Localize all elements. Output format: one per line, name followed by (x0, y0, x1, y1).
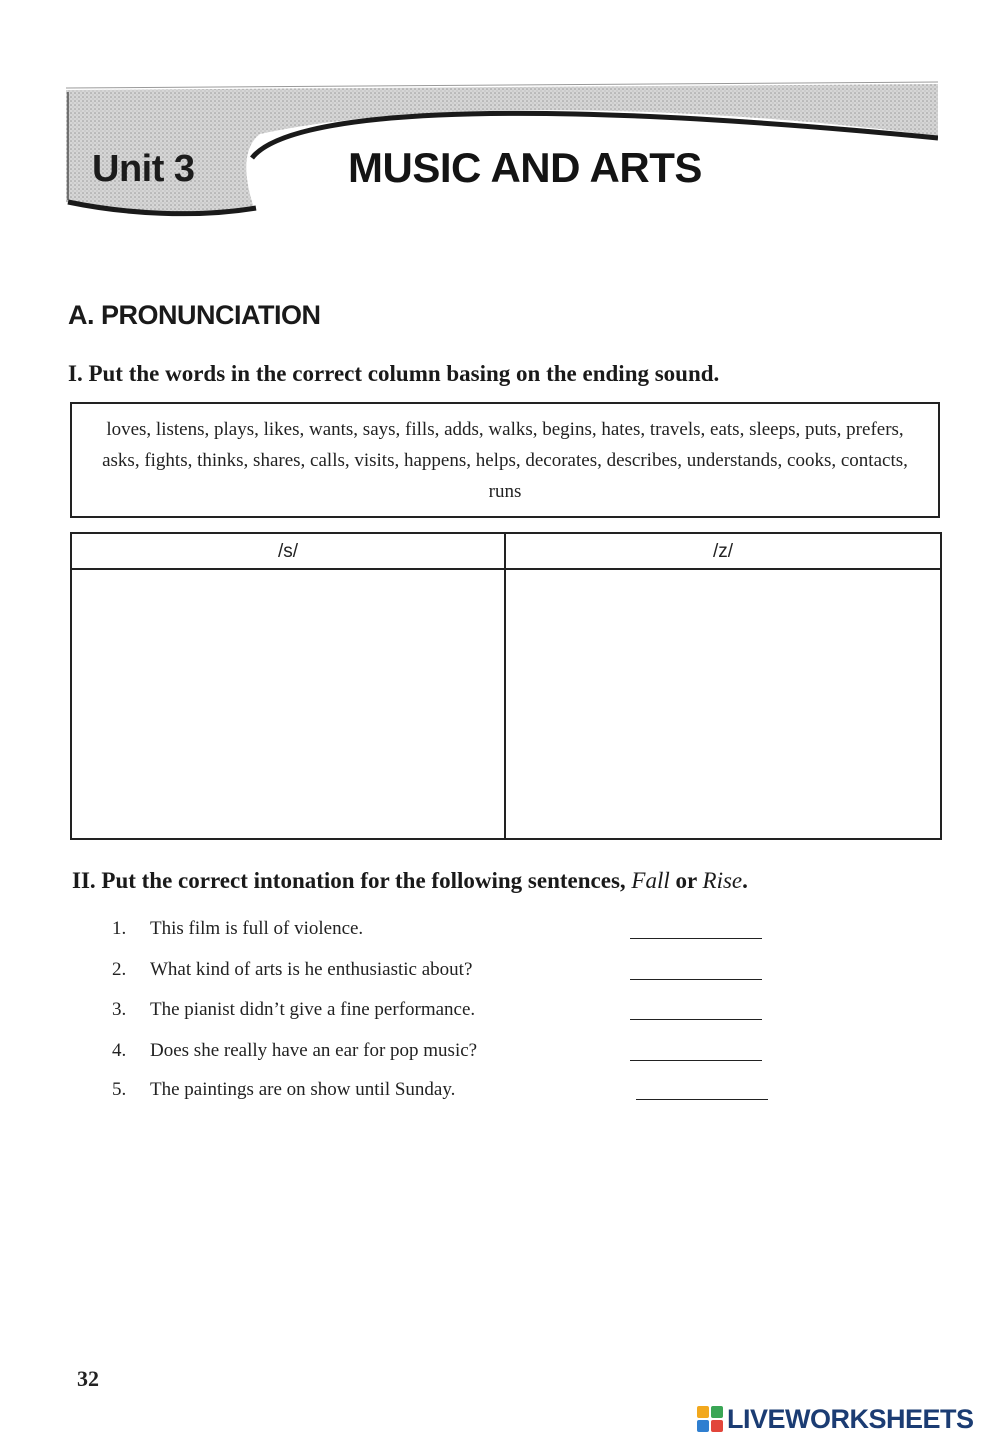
drop-area-z[interactable] (506, 570, 940, 838)
item-sentence: The pianist didn’t give a fine performance. (150, 999, 476, 1020)
answer-blank[interactable] (630, 938, 762, 939)
exercise-2-conjunction: or (669, 868, 703, 893)
answer-blank[interactable] (630, 979, 762, 980)
option-rise: Rise (702, 868, 743, 893)
word-list: loves, listens, plays, likes, wants, says, fills, adds, walks, begins, hates, travels, eats, sleeps, puts, prefers, asks, fights, thinks, shares, calls, visits, happens, helps, decorates, describes, understands, cooks, contacts, runs (102, 418, 908, 502)
item-number: 1. (112, 918, 127, 939)
exercise-2-period: . (742, 868, 748, 893)
item-sentence: This film is full of violence. (150, 918, 364, 939)
word-list-box (70, 402, 940, 518)
list-item (112, 1040, 772, 1070)
exercise-2-heading (72, 868, 748, 894)
answer-blank[interactable] (636, 1099, 768, 1100)
list-item (112, 1079, 772, 1109)
drop-area-s[interactable] (72, 570, 506, 838)
item-number: 2. (112, 959, 127, 980)
page-number: 32 (77, 1366, 99, 1391)
option-fall: Fall (631, 868, 670, 893)
answer-blank[interactable] (630, 1019, 762, 1020)
unit-title: MUSIC AND ARTS (348, 144, 702, 191)
brand-logo (697, 1402, 974, 1436)
list-item (112, 999, 772, 1029)
liveworksheets-icon (697, 1406, 723, 1432)
item-sentence: Does she really have an ear for pop music? (150, 1040, 478, 1061)
exercise-2-heading-text: II. Put the correct intonation for the following sentences, (72, 868, 632, 893)
unit-number: Unit 3 (92, 148, 195, 190)
list-item (112, 959, 772, 989)
sorting-table (70, 532, 942, 840)
column-header-s: /s/ (72, 534, 506, 570)
item-sentence: The paintings are on show until Sunday. (150, 1079, 456, 1100)
item-sentence: What kind of arts is he enthusiastic about? (150, 959, 473, 980)
section-heading: A. PRONUNCIATION (68, 300, 321, 330)
exercise-1-heading: I. Put the words in the correct column basing on the ending sound. (68, 361, 720, 386)
list-item (112, 918, 772, 948)
column-header-z: /z/ (506, 534, 940, 570)
item-number: 4. (112, 1040, 127, 1061)
answer-blank[interactable] (630, 1060, 762, 1061)
item-number: 5. (112, 1079, 127, 1100)
item-number: 3. (112, 999, 127, 1020)
brand-name: LIVEWORKSHEETS (727, 1403, 974, 1434)
